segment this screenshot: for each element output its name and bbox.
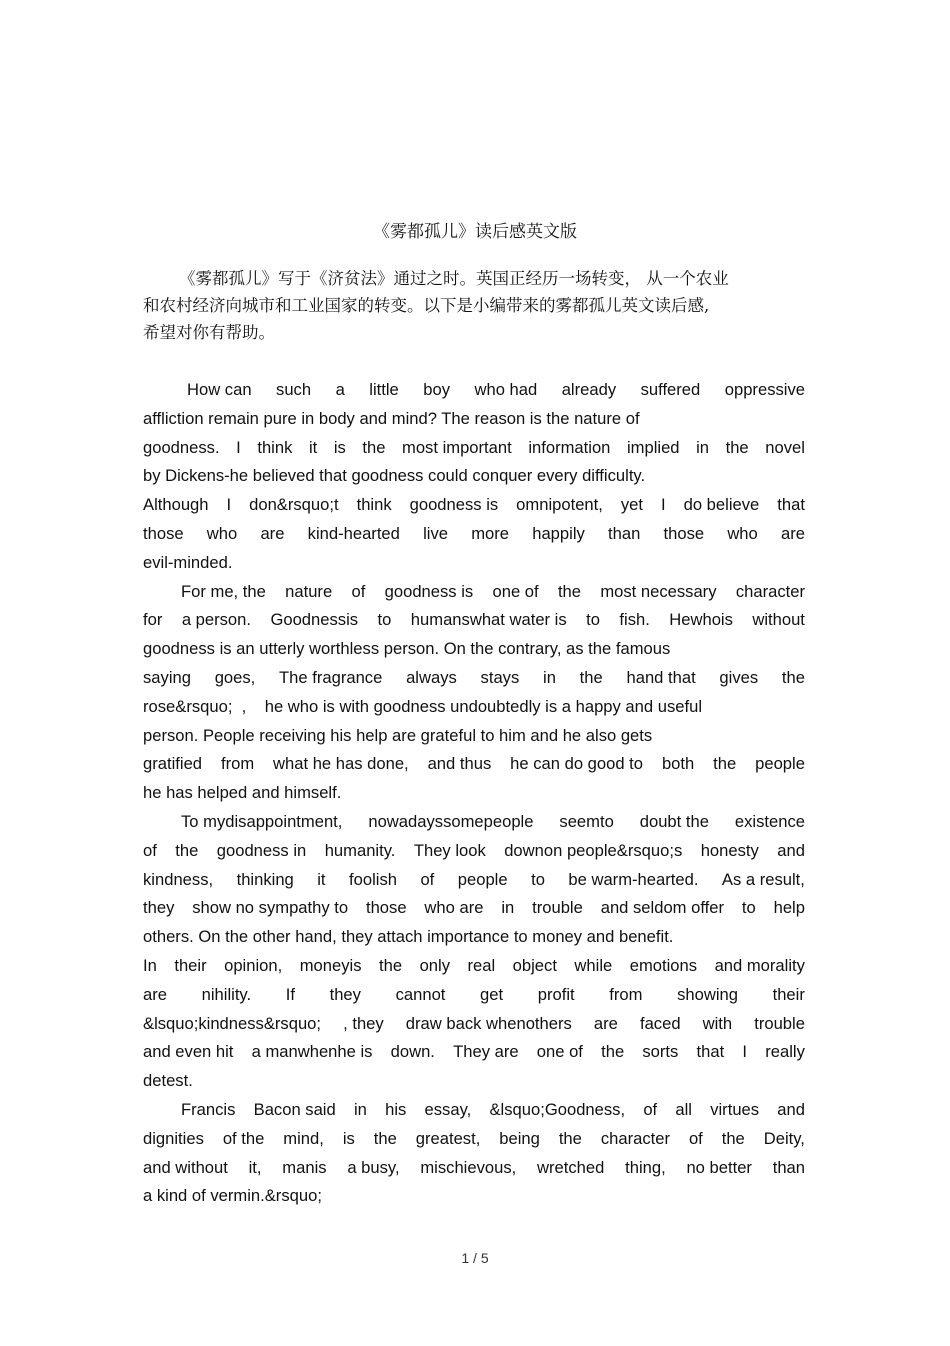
- body-word: Goodnessis: [270, 610, 359, 630]
- body-word: nature: [285, 581, 333, 601]
- body-line: [143, 923, 805, 952]
- body-word: Bacon said: [253, 1099, 336, 1119]
- body-line: [143, 866, 805, 895]
- body-word: &lsquo;Goodness,: [489, 1099, 626, 1119]
- body-word: character: [735, 581, 805, 601]
- body-word: showing: [677, 984, 738, 1004]
- body-line: [143, 808, 805, 837]
- body-word: the: [713, 754, 737, 774]
- body-word: &lsquo;kindness&rsquo;: [143, 1013, 322, 1033]
- body-word: trouble: [532, 898, 583, 918]
- body-word: for: [143, 610, 163, 630]
- body-word: in: [543, 667, 556, 687]
- body-word: more: [471, 523, 510, 543]
- body-word: the: [379, 955, 403, 975]
- body-word: from: [220, 754, 255, 774]
- body-line: [143, 952, 805, 981]
- body-word: faced: [639, 1013, 681, 1033]
- body-word: most important: [402, 437, 512, 457]
- body-word: implied: [626, 437, 680, 457]
- body-line: [143, 1182, 805, 1211]
- body-line: [143, 1154, 805, 1183]
- intro-line: 和农村经济向城市和工业国家的转变。以下是小编带来的雾都孤儿英文读后感,: [143, 296, 710, 315]
- body-line: [143, 750, 805, 779]
- body-word: both: [661, 754, 695, 774]
- body-word: who: [206, 523, 238, 543]
- body-word: the: [175, 840, 199, 860]
- body-word: he has helped and himself.: [143, 783, 342, 803]
- body-word: information: [528, 437, 611, 457]
- body-word: the: [721, 1128, 745, 1148]
- body-word: one of: [492, 581, 539, 601]
- body-word: to: [741, 898, 756, 918]
- body-word: show no sympathy to: [192, 898, 349, 918]
- body-line: [143, 837, 805, 866]
- body-word: their: [772, 984, 805, 1004]
- body-word: opinion,: [224, 955, 283, 975]
- body-word: character: [600, 1128, 670, 1148]
- body-word: goes,: [214, 667, 256, 687]
- body-word: a busy,: [347, 1157, 400, 1177]
- body-word: humanity.: [324, 840, 396, 860]
- body-word: than: [608, 523, 641, 543]
- body-word: no better: [686, 1157, 752, 1177]
- body-word: trouble: [754, 1013, 805, 1033]
- intro-paragraph: [143, 265, 783, 346]
- body-word: goodness.: [143, 437, 220, 457]
- body-word: with: [702, 1013, 733, 1033]
- body-word: and: [777, 840, 805, 860]
- body-word: honesty: [700, 840, 759, 860]
- body-word: nihility.: [201, 984, 252, 1004]
- body-word: suffered: [640, 380, 701, 399]
- body-word: who had: [474, 380, 538, 399]
- body-word: sorts: [642, 1042, 679, 1062]
- body-word: humanswhat water is: [410, 610, 567, 630]
- body-word: cannot: [395, 984, 446, 1004]
- body-word: mind,: [283, 1128, 324, 1148]
- body-word: is: [333, 437, 346, 457]
- body-word: As a result,: [721, 869, 805, 889]
- body-word: are: [593, 1013, 618, 1033]
- body-word: than: [772, 1157, 805, 1177]
- body-word: it: [308, 437, 318, 457]
- body-word: rose&rsquo; , he who is with goodness undoubtedly is a happy and useful: [143, 696, 703, 716]
- body-word: without: [752, 610, 805, 630]
- body-line: [143, 894, 805, 923]
- body-word: mischievous,: [420, 1157, 517, 1177]
- body-word: evil-minded.: [143, 552, 233, 572]
- body-line: [143, 491, 805, 520]
- body-word: only: [419, 955, 451, 975]
- body-word: For me, the: [181, 581, 266, 601]
- body-word: it: [317, 869, 326, 889]
- body-word: that: [777, 495, 805, 515]
- body-line: [143, 549, 805, 578]
- body-word: of: [420, 869, 435, 889]
- body-word: a: [335, 380, 345, 399]
- body-word: I: [226, 495, 232, 515]
- body-word: to: [531, 869, 545, 889]
- body-word: the: [725, 437, 749, 457]
- body-word: it,: [248, 1157, 262, 1177]
- body-line: [143, 405, 805, 434]
- body-word: people: [457, 869, 508, 889]
- body-word: of: [643, 1099, 658, 1119]
- body-line: [143, 981, 805, 1010]
- body-word: goodness is: [384, 581, 474, 601]
- body-word: live: [423, 523, 448, 543]
- body-word: fish.: [619, 610, 650, 630]
- body-word: he can do good to: [510, 754, 644, 774]
- body-word: happily: [532, 523, 585, 543]
- body-word: and without: [143, 1157, 228, 1177]
- body-word: I: [236, 437, 241, 457]
- body-word: greatest,: [415, 1128, 481, 1148]
- body-word: and morality: [714, 955, 805, 975]
- body-word: In: [143, 955, 157, 975]
- body-word: wretched: [537, 1157, 605, 1177]
- body-word: boy: [423, 380, 451, 399]
- body-word: from: [609, 984, 643, 1004]
- body-word: thing,: [625, 1157, 666, 1177]
- body-word: the: [373, 1128, 397, 1148]
- body-line: [143, 1067, 805, 1096]
- body-word: downon people&rsquo;s: [504, 840, 683, 860]
- body-word: thinking: [236, 869, 294, 889]
- body-word: while: [574, 955, 613, 975]
- body-word: are: [143, 984, 167, 1004]
- body-word: novel: [765, 437, 805, 457]
- body-word: who are: [424, 898, 484, 918]
- body-line: [143, 722, 805, 751]
- body-line: [143, 462, 805, 491]
- body-word: omnipotent,: [516, 495, 603, 515]
- body-word: who: [727, 523, 758, 543]
- body-line: [143, 606, 805, 635]
- body-word: foolish: [349, 869, 397, 889]
- body-word: How can: [187, 380, 252, 399]
- body-word: They look: [413, 840, 486, 860]
- body-word: those: [663, 523, 705, 543]
- body-word: yet: [620, 495, 644, 515]
- body-line: [143, 635, 805, 664]
- body-word: profit: [537, 984, 575, 1004]
- body-word: to: [377, 610, 392, 630]
- body-line: [143, 693, 805, 722]
- body-line: [143, 779, 805, 808]
- body-word: the: [557, 581, 582, 601]
- body-word: help: [773, 898, 805, 918]
- body-word: don&rsquo;t: [249, 495, 339, 515]
- body-word: get: [480, 984, 504, 1004]
- body-word: a kind of vermin.&rsquo;: [143, 1186, 322, 1206]
- body-word: do believe: [683, 495, 760, 515]
- body-word: to: [586, 610, 600, 630]
- body-word: existence: [734, 811, 805, 831]
- body-word: detest.: [143, 1071, 193, 1091]
- body-word: of: [688, 1128, 703, 1148]
- body-line: [143, 1010, 805, 1039]
- body-word: hand that: [626, 667, 696, 687]
- body-word: others. On the other hand, they attach importance to money and benefit.: [143, 927, 674, 947]
- body-word: goodness is: [409, 495, 499, 515]
- body-word: by Dickens-he believed that goodness could conquer every difficulty.: [143, 466, 646, 486]
- body-word: the: [362, 437, 386, 457]
- body-word: kindness,: [143, 869, 214, 889]
- body-word: their: [174, 955, 207, 975]
- body-word: they: [329, 984, 361, 1004]
- body-word: down.: [390, 1042, 435, 1062]
- body-word: Hewhois: [669, 610, 733, 630]
- body-word: stays: [480, 667, 520, 687]
- body-word: Deity,: [763, 1128, 805, 1148]
- body-word: the: [781, 667, 805, 687]
- body-word: of: [351, 581, 366, 601]
- body-line: [143, 434, 805, 463]
- body-word: a manwhenhe is: [251, 1042, 373, 1062]
- body-line: [143, 578, 805, 607]
- body-word: saying: [143, 667, 191, 687]
- body-word: one of: [536, 1042, 583, 1062]
- body-word: object: [512, 955, 557, 975]
- body-word: gives: [719, 667, 759, 687]
- body-word: They are: [453, 1042, 519, 1062]
- body-word: of: [143, 840, 157, 860]
- body-word: that: [696, 1042, 725, 1062]
- body-word: in: [696, 437, 710, 457]
- body-word: and: [777, 1099, 805, 1119]
- body-word: nowadayssomepeople: [368, 811, 534, 831]
- body-word: manis: [282, 1157, 327, 1177]
- body-word: are: [780, 523, 805, 543]
- body-word: all: [675, 1099, 692, 1119]
- body-word: such: [276, 380, 312, 399]
- body-word: moneyis: [299, 955, 362, 975]
- body-word: the: [558, 1128, 582, 1148]
- body-word: and thus: [427, 754, 492, 774]
- document-title: 《雾都孤儿》读后感英文版: [373, 222, 577, 242]
- body-word: most necessary: [600, 581, 717, 601]
- body-word: those: [143, 523, 184, 543]
- body-word: Francis: [181, 1099, 236, 1119]
- body-word: in: [501, 898, 515, 918]
- body-word: they: [143, 898, 175, 918]
- body-word: the: [601, 1042, 625, 1062]
- body-word: If: [285, 984, 295, 1004]
- body-word: person. People receiving his help are grateful to him and he also gets: [143, 725, 653, 745]
- body-word: goodness is an utterly worthless person. On the contrary, as the famous: [143, 639, 671, 659]
- body-word: be warm-hearted.: [568, 869, 699, 889]
- body-word: the: [579, 667, 603, 687]
- body-word: The fragrance: [279, 667, 383, 687]
- body-word: always: [406, 667, 457, 687]
- body-word: kind-hearted: [307, 523, 400, 543]
- body-word: think: [356, 495, 392, 515]
- body-word: really: [765, 1042, 805, 1062]
- body-word: draw back whenothers: [405, 1013, 572, 1033]
- body-word: I: [742, 1042, 748, 1062]
- body-word: already: [561, 380, 617, 399]
- body-word: those: [365, 898, 407, 918]
- body-word: his: [385, 1099, 407, 1119]
- body-word: seemto: [559, 811, 614, 831]
- body-word: Although: [143, 495, 209, 515]
- body-word: essay,: [424, 1099, 472, 1119]
- body-line: [143, 1096, 805, 1125]
- body-word: real: [467, 955, 496, 975]
- body-word: goodness in: [216, 840, 307, 860]
- intro-line: 《雾都孤儿》写于《济贫法》通过之时。英国正经历一场转变， 从一个农业: [179, 269, 729, 288]
- body-word: and even hit: [143, 1042, 234, 1062]
- body-word: , they: [343, 1013, 384, 1033]
- body-word: is: [342, 1128, 355, 1148]
- essay-body: [143, 376, 805, 1211]
- body-word: To mydisappointment,: [181, 811, 343, 831]
- body-word: a person.: [181, 610, 251, 630]
- body-word: doubt the: [639, 811, 709, 831]
- intro-line: 希望对你有帮助。: [143, 323, 275, 342]
- body-word: people: [755, 754, 805, 774]
- body-word: think: [257, 437, 293, 457]
- body-word: what he has done,: [273, 754, 409, 774]
- body-word: of the: [222, 1128, 265, 1148]
- body-word: oppressive: [724, 380, 805, 399]
- body-word: being: [499, 1128, 540, 1148]
- body-word: affliction remain pure in body and mind? The reason is the nature of: [143, 408, 640, 428]
- body-word: are: [260, 523, 285, 543]
- body-word: I: [661, 495, 666, 515]
- page-number: 1 / 5: [461, 1250, 489, 1266]
- body-line: [143, 1038, 805, 1067]
- body-line: [143, 1125, 805, 1154]
- body-word: gratified: [143, 754, 203, 774]
- body-word: dignities: [143, 1128, 204, 1148]
- body-line: [143, 520, 805, 549]
- body-word: in: [353, 1099, 367, 1119]
- body-line: [143, 376, 805, 405]
- body-line: [143, 664, 805, 693]
- body-word: little: [369, 380, 399, 399]
- body-word: emotions: [629, 955, 698, 975]
- body-word: virtues: [710, 1099, 760, 1119]
- body-word: and seldom offer: [600, 898, 725, 918]
